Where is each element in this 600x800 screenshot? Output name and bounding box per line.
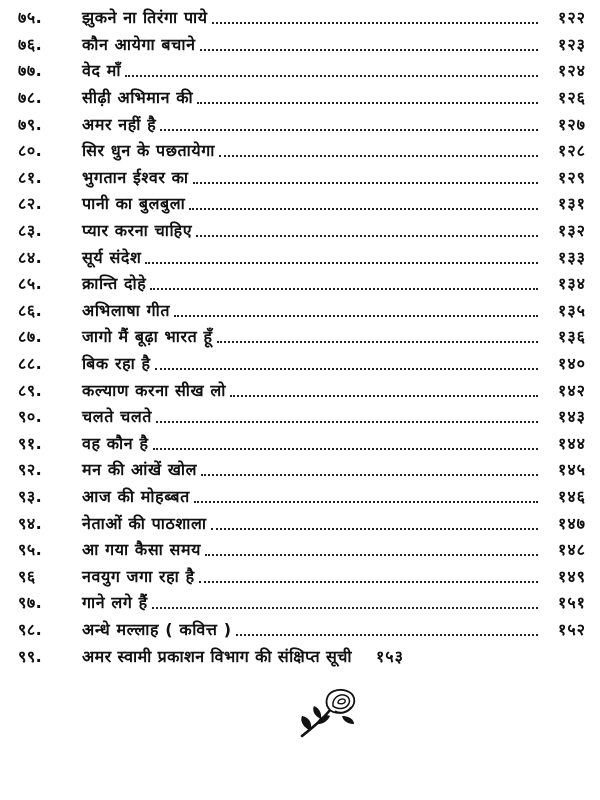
toc-row — [18, 57, 586, 84]
entry-number: ८०. — [18, 141, 43, 161]
dot-leader — [196, 235, 538, 237]
toc-row — [18, 642, 586, 669]
entry-title: नवयुग जगा रहा है — [82, 566, 195, 586]
entry-number: ९५. — [18, 540, 43, 560]
entry-number: ८६. — [18, 300, 43, 320]
entry-number: ९२. — [18, 460, 43, 480]
dot-leader — [212, 22, 538, 24]
dot-leader — [152, 607, 538, 609]
entry-title: अन्धे मल्लाह ( कवित्त ) — [82, 619, 232, 639]
entry-title: कल्याण करना सीख लो — [82, 380, 226, 400]
entry-page: १३३ — [558, 247, 586, 267]
entry-number: ७८. — [18, 88, 43, 108]
toc-row — [18, 110, 586, 137]
entry-page: १४७ — [558, 513, 586, 533]
dot-leader — [194, 501, 538, 503]
entry-title: चलते चलते — [82, 407, 153, 427]
entry-number: ७९. — [18, 114, 43, 134]
entry-title: झुकने ना तिरंगा पाये — [82, 8, 208, 28]
entry-number: ९७. — [18, 593, 43, 613]
dot-leader — [145, 262, 538, 264]
dot-leader — [197, 102, 538, 104]
entry-title: प्यार करना चाहिए — [82, 221, 193, 241]
entry-title: गाने लगे हैं — [82, 593, 148, 613]
dot-leader — [217, 341, 538, 343]
dot-leader — [201, 474, 538, 476]
entry-title: कौन आयेगा बचाने — [82, 34, 196, 54]
toc-row — [18, 190, 586, 217]
toc-row — [18, 589, 586, 616]
entry-page: १२२ — [558, 8, 586, 28]
dot-leader — [219, 155, 538, 157]
dot-leader — [211, 528, 538, 530]
entry-number: ८८. — [18, 354, 43, 374]
dot-leader — [150, 288, 538, 290]
entry-title: सिर धुन के पछतायेगा — [82, 141, 216, 161]
entry-page: १३१ — [558, 194, 586, 214]
entry-title: अभिलाषा गीत — [82, 300, 171, 320]
dot-leader — [205, 554, 538, 556]
rose-icon — [296, 686, 368, 738]
toc-row — [18, 456, 586, 483]
entry-number: ९९. — [18, 646, 43, 666]
entry-title: जागो मैं बूढ़ा भारत हूँ — [82, 327, 213, 347]
toc-row — [18, 562, 586, 589]
toc-row — [18, 403, 586, 430]
entry-title: आ गया कैसा समय — [82, 540, 202, 560]
entry-page: १३४ — [558, 274, 586, 294]
toc-row — [18, 164, 586, 191]
dot-leader — [230, 395, 538, 397]
entry-page: १४८ — [558, 540, 586, 560]
entry-number: ८९. — [18, 380, 43, 400]
entry-page: १२३ — [558, 34, 586, 54]
entry-number: ८४. — [18, 247, 43, 267]
toc-row — [18, 84, 586, 111]
dot-leader — [153, 448, 538, 450]
toc-row — [18, 483, 586, 510]
entry-title: क्रान्ति दोहे — [82, 274, 147, 294]
entry-page: १३२ — [558, 221, 586, 241]
entry-page: १४२ — [558, 380, 586, 400]
entry-title: बिक रहा है — [82, 354, 151, 374]
entry-number: ९०. — [18, 407, 43, 427]
entry-number: ९८. — [18, 619, 43, 639]
entry-title: आज की मोहब्बत — [82, 486, 190, 506]
entry-page: १४३ — [558, 407, 586, 427]
dot-leader — [199, 581, 538, 583]
dot-leader — [189, 208, 538, 210]
toc-row — [18, 376, 586, 403]
entry-title: पानी का बुलबुला — [82, 194, 186, 214]
entry-page: १४५ — [558, 460, 586, 480]
entry-page: १४० — [558, 354, 586, 374]
entry-title: नेताओं की पाठशाला — [82, 513, 207, 533]
entry-page: १२८ — [558, 141, 586, 161]
entry-page: १५३ — [375, 646, 404, 666]
entry-number: ९३. — [18, 486, 43, 506]
entry-page: १४४ — [558, 433, 586, 453]
entry-number: ८५. — [18, 274, 43, 294]
toc-row — [18, 270, 586, 297]
dot-leader — [160, 129, 538, 131]
entry-page: १३६ — [558, 327, 586, 347]
entry-number: ८७. — [18, 327, 43, 347]
entry-number: ९६ — [18, 566, 36, 586]
toc-row — [18, 31, 586, 58]
entry-page: १५२ — [558, 619, 586, 639]
entry-title: भुगतान ईश्वर का — [82, 167, 189, 187]
entry-title: सीढ़ी अभिमान की — [82, 88, 194, 108]
toc-row — [18, 536, 586, 563]
entry-page: १२९ — [558, 167, 586, 187]
entry-page: १५१ — [558, 593, 586, 613]
dot-leader — [236, 634, 538, 636]
entry-title: अमर स्वामी प्रकाशन विभाग की संक्षिप्त सूची — [82, 646, 352, 666]
entry-number: ८३. — [18, 221, 43, 241]
entry-title: अमर नहीं है — [82, 114, 157, 134]
entry-title: सूर्य संदेश — [82, 247, 142, 267]
entry-number: ७६. — [18, 34, 43, 54]
entry-page: १२४ — [558, 61, 586, 81]
toc-row — [18, 137, 586, 164]
dot-leader — [155, 368, 538, 370]
toc-row — [18, 4, 586, 31]
entry-page: १४६ — [558, 486, 586, 506]
table-of-contents — [18, 4, 586, 669]
dot-leader — [200, 49, 538, 51]
toc-row — [18, 323, 586, 350]
entry-number: ७५. — [18, 8, 43, 28]
toc-row — [18, 509, 586, 536]
entry-number: ८१. — [18, 167, 43, 187]
entry-page: १२६ — [558, 88, 586, 108]
toc-row — [18, 217, 586, 244]
toc-row — [18, 243, 586, 270]
dot-leader — [125, 75, 538, 77]
entry-page: १४९ — [558, 566, 586, 586]
toc-row — [18, 616, 586, 643]
dot-leader — [174, 315, 538, 317]
entry-title: वेद माँ — [82, 61, 122, 81]
entry-page: १२७ — [558, 114, 586, 134]
entry-title: मन की आंखें खोल — [82, 460, 198, 480]
entry-number: ९१. — [18, 433, 43, 453]
entry-number: ८२. — [18, 194, 43, 214]
entry-number: ७७. — [18, 61, 43, 81]
entry-page: १३५ — [558, 300, 586, 320]
entry-title: वह कौन है — [82, 433, 149, 453]
entry-number: ९४. — [18, 513, 43, 533]
toc-row — [18, 297, 586, 324]
toc-row — [18, 350, 586, 377]
dot-leader — [156, 421, 538, 423]
toc-row — [18, 430, 586, 457]
dot-leader — [193, 182, 538, 184]
